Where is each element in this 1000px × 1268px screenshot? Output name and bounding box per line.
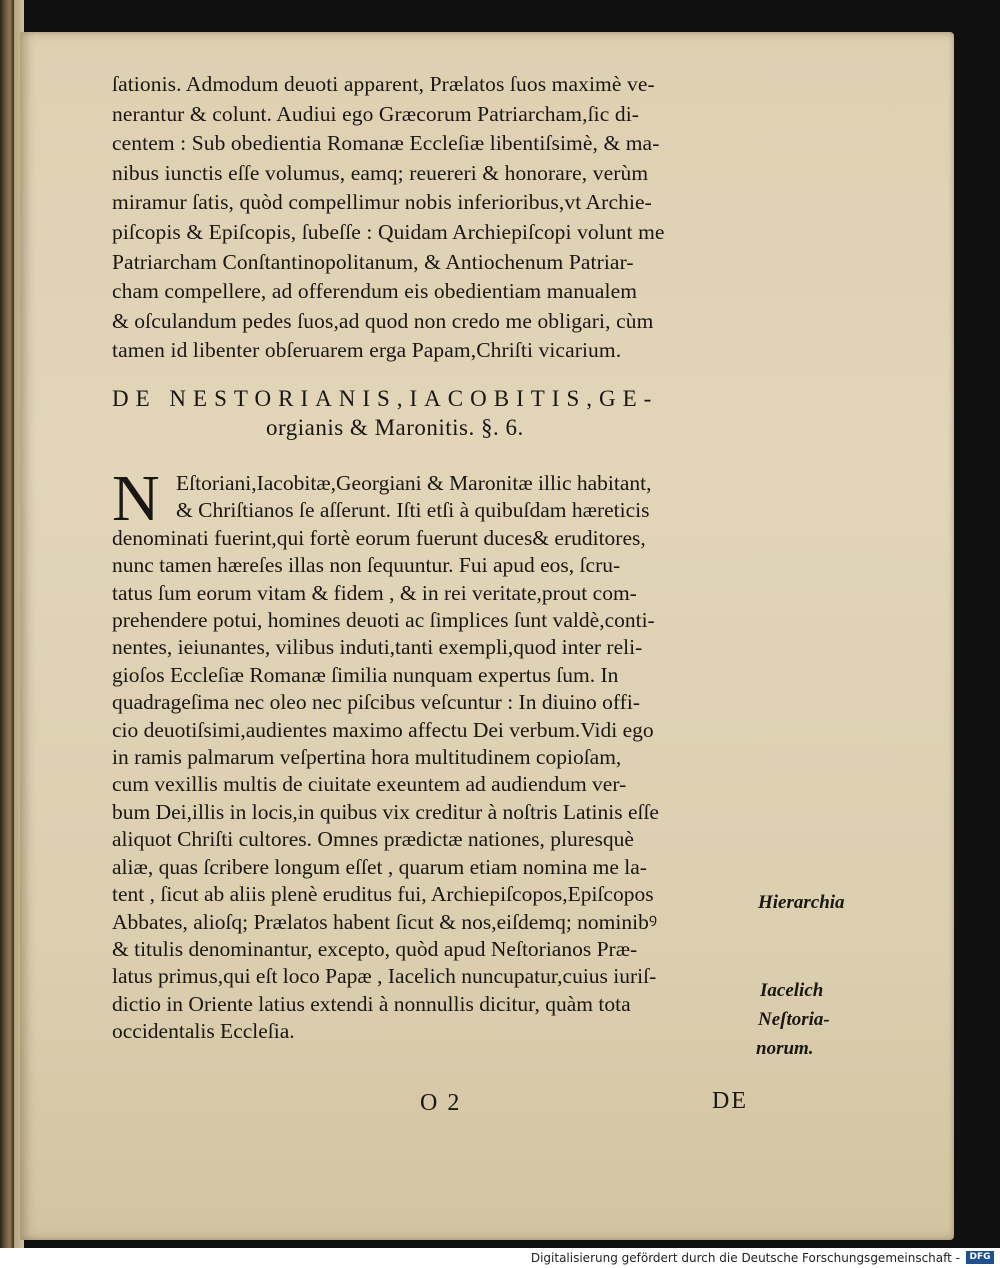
text-line: & Chriſtianos ſe aſſerunt. Iſti etſi à quibuſdam hæreticis bbox=[176, 498, 650, 523]
paragraph-2 bbox=[112, 462, 772, 1046]
text-line: in ramis palmarum veſpertina hora multitudinem copioſam, bbox=[112, 745, 622, 770]
text-line: aliæ, quas ſcribere longum eſſet , quarum etiam nomina me la- bbox=[112, 854, 647, 879]
section-heading-line-2: orgianis & Maronitis. §. 6. bbox=[266, 415, 524, 440]
text-line: & oſculandum pedes ſuos,ad quod non credo me obligari, cùm bbox=[112, 308, 654, 333]
text-line: ſationis. Admodum deuoti apparent, Prælatos ſuos maximè ve- bbox=[112, 72, 655, 96]
text-line: quadrageſima nec oleo nec piſcibus veſcuntur : In diuino offi- bbox=[112, 690, 640, 715]
book-spine bbox=[0, 0, 14, 1248]
text-line: tent , ſicut ab aliis plenè eruditus fui, Archiepiſcopos,Epiſcopos bbox=[112, 882, 654, 907]
text-line: latus primus,qui eſt loco Papæ , Iacelich nuncupatur,cuius iuriſ- bbox=[112, 964, 657, 989]
text-line: occidentalis Eccleſia. bbox=[112, 1019, 295, 1044]
text-line: tatus ſum eorum vitam & fidem , & in rei veritate,prout com- bbox=[112, 580, 637, 605]
footer-bar bbox=[0, 1248, 1000, 1268]
marginal-note-4: norum. bbox=[756, 1038, 814, 1059]
section-heading-line-1: DE NESTORIANIS,IACOBITIS,GE- bbox=[112, 386, 659, 411]
text-line: cum vexillis multis de ciuitate exeuntem ad audiendum ver- bbox=[112, 772, 627, 797]
text-line: bum Dei,illis in locis,in quibus vix creditur à noſtris Latinis eſſe bbox=[112, 799, 659, 824]
text-line: Patriarcham Conſtantinopolitanum, & Antiochenum Patriar- bbox=[112, 249, 634, 274]
dfg-logo[interactable]: DFG bbox=[966, 1251, 994, 1264]
text-line: centem : Sub obedientia Romanæ Eccleſiæ libentiſsimè, & ma- bbox=[112, 131, 660, 156]
marginal-note-3: Neſtoria- bbox=[758, 1009, 830, 1030]
catchword: DE bbox=[712, 1088, 748, 1114]
text-line: denominati fuerint,qui fortè eorum fuerunt duces& eruditores, bbox=[112, 525, 646, 550]
text-line: nunc tamen hæreſes illas non ſequuntur. Fui apud eos, ſcru- bbox=[112, 553, 621, 578]
text-line: prehendere potui, homines deuoti ac ſimplices ſunt valdè,conti- bbox=[112, 608, 655, 633]
text-line: tamen id libenter obſeruarem erga Papam,Chriſti vicarium. bbox=[112, 338, 622, 363]
text-line: gioſos Eccleſiæ Romanæ ſimilia nunquam expertus ſum. In bbox=[112, 662, 619, 687]
text-line: cham compellere, ad offerendum eis obedientiam manualem bbox=[112, 279, 638, 304]
text-line: nibus iunctis eſſe volumus, eamq; reuereri & honorare, verùm bbox=[112, 160, 649, 185]
marginal-note-1: Hierarchia bbox=[758, 892, 845, 913]
text-line: & titulis denominantur, excepto, quòd apud Neſtorianos Præ- bbox=[112, 936, 638, 961]
marginal-note-2: Iacelich bbox=[760, 980, 824, 1001]
text-line: piſcopis & Epiſcopis, ſubeſſe : Quidam Archiepiſcopi volunt me bbox=[112, 219, 665, 244]
text-line: Abbates, alioſq; Prælatos habent ſicut & nos,eiſdemq; nominibꝰ bbox=[112, 909, 658, 934]
text-line: miramur ſatis, quòd compellimur nobis inferioribus,vt Archie- bbox=[112, 190, 652, 215]
drop-cap-initial: N bbox=[112, 462, 160, 535]
text-line: Eſtoriani,Iacobitæ,Georgiani & Maronitæ illic habitant, bbox=[176, 471, 652, 495]
text-line: nentes, ieiunantes, vilibus induti,tanti exempli,quod inter reli- bbox=[112, 635, 643, 660]
paragraph-1 bbox=[112, 70, 772, 366]
text-line: nerantur & colunt. Audiui ego Græcorum Patriarcham,ſic di- bbox=[112, 101, 640, 126]
text-line: dictio in Oriente latius extendi à nonnullis dicitur, quàm tota bbox=[112, 991, 631, 1016]
funding-credit: Digitalisierung gefördert durch die Deutsche Forschungsgemeinschaft - bbox=[530, 1251, 960, 1265]
text-line: aliquot Chriſti cultores. Omnes prædictæ nationes, pluresquè bbox=[112, 827, 634, 852]
text-line: cio deuotiſsimi,audientes maximo affectu Dei verbum.Vidi ego bbox=[112, 717, 654, 742]
signature-mark: O 2 bbox=[420, 1090, 462, 1116]
